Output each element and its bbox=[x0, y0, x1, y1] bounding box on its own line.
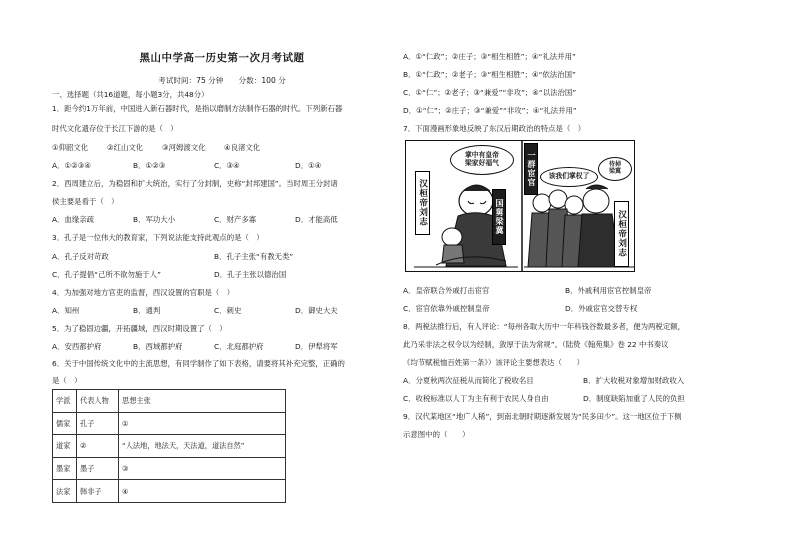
option-b[interactable]: B．孔子主张“有教无类” bbox=[214, 252, 294, 261]
q1-item: ①仰韶文化 bbox=[52, 143, 89, 152]
q1-item: ④良渚文化 bbox=[224, 143, 261, 152]
option-b[interactable]: B．西域都护府 bbox=[133, 342, 183, 351]
q5-options bbox=[52, 342, 376, 351]
q3-stem: 3．孔子是一位伟大的教育家，下列说法能支持此观点的是（ ） bbox=[52, 233, 264, 242]
header-cell: 思想主张 bbox=[119, 390, 286, 413]
q3-options-row1 bbox=[52, 252, 376, 261]
option-d[interactable]: D．伊犁将军 bbox=[295, 342, 338, 351]
table-cell: 道家 bbox=[53, 435, 77, 458]
q8-options-row2 bbox=[403, 394, 753, 403]
q1-options bbox=[52, 161, 376, 170]
q1-items bbox=[52, 143, 284, 152]
exam-title: 黑山中学高一历史第一次月考试题 bbox=[139, 52, 305, 64]
option-a[interactable]: A．孔子反对苛政 bbox=[52, 252, 109, 261]
q7-options-row1 bbox=[403, 286, 727, 295]
option-d[interactable]: D．孔子主张以德治国 bbox=[214, 270, 287, 279]
q6-option-c[interactable]: C．①“仁”；②老子；③“兼爱”“非攻”；④“以法治国” bbox=[403, 88, 577, 97]
q6-option-a[interactable]: A．①“仁政”；②庄子；③“相生相胜”；④“礼法并用” bbox=[403, 52, 576, 61]
q1-stem-line1: 1．距今约1万年前，中国进入新石器时代，是指以磨制方法制作石器的时代。下列新石器 bbox=[52, 104, 343, 113]
table-cell: 孔子 bbox=[77, 412, 119, 435]
q2-options bbox=[52, 215, 376, 224]
option-d[interactable]: D．①④ bbox=[295, 161, 322, 170]
q1-stem-line2: 时代文化遗存位于长江下游的是（ ） bbox=[52, 124, 178, 133]
q1-item: ③河姆渡文化 bbox=[162, 143, 206, 152]
q7-options-row2 bbox=[403, 304, 727, 313]
table-row bbox=[53, 480, 286, 503]
q5-stem: 5．为了稳固边疆，开拓疆域，西汉时期设置了（ ） bbox=[52, 324, 227, 333]
q2-stem-line2: 侯主要是看于（ ） bbox=[52, 197, 119, 206]
table-cell: ② bbox=[77, 435, 119, 458]
q6-option-d[interactable]: D．①“仁”；②庄子；③“兼爱”“非攻”；④“礼法并用” bbox=[403, 106, 577, 115]
table-cell: ③ bbox=[119, 457, 286, 480]
option-d[interactable]: D．外戚宦官交替专权 bbox=[565, 304, 638, 313]
q9-stem-line2: 示意图中的（ ） bbox=[403, 430, 470, 439]
option-d[interactable]: D．才能高低 bbox=[295, 215, 338, 224]
option-c[interactable]: C．北庭都护府 bbox=[214, 342, 264, 351]
q6-table bbox=[52, 389, 286, 503]
option-b[interactable]: B．外戚利用宦官控制皇帝 bbox=[565, 286, 652, 295]
option-c[interactable]: C．财产多寡 bbox=[214, 215, 257, 224]
option-b[interactable]: B．军功大小 bbox=[133, 215, 176, 224]
table-cell: 墨家 bbox=[53, 457, 77, 480]
q6-stem-line1: 6．关于中国传统文化中的主流思想，有同学制作了如下表格，请要将其补充完整，正确的 bbox=[52, 359, 345, 368]
q7-stem: 7．下面漫画形象地反映了东汉后期政治的特点是（ ） bbox=[403, 124, 586, 133]
table-cell: “人法地，地法天，天法道，道法自然” bbox=[119, 435, 286, 458]
option-c[interactable]: C．收税标准以人丁为主有利于农民人身自由 bbox=[403, 394, 549, 403]
cartoon-label-eunuchs: 一群宦官 bbox=[524, 143, 538, 195]
option-c[interactable]: C．宦官依靠外戚控制皇帝 bbox=[403, 304, 490, 313]
cartoon-bubble-emperor: 待掉 梁冀 bbox=[598, 157, 632, 181]
cartoon-label-emperor-left: 汉桓帝刘志 bbox=[415, 171, 430, 235]
option-a[interactable]: A．分夏秋两次征税从而简化了税收名目 bbox=[403, 376, 534, 385]
q8-stem-line3: 《均节赋税恤百姓第一条》）该评论主要想表达（ ） bbox=[403, 358, 585, 367]
header-cell: 代表人物 bbox=[77, 390, 119, 413]
q6-stem-line2: 是（ ） bbox=[52, 376, 82, 385]
q9-stem-line1: 9．汉代某地区“地广人稀”，到南北朝时期逐渐发展为“民多田少”。这一地区位于下侧 bbox=[403, 412, 682, 421]
q2-stem-line1: 2．西周建立后，为稳固和扩大统治，实行了分封制，史称“封邦建国”。当时周王分封诸 bbox=[52, 179, 338, 188]
q4-stem: 4．为加强对地方官吏的监督，西汉设置的官职是（ ） bbox=[52, 288, 235, 297]
table-cell: 法家 bbox=[53, 480, 77, 503]
table-row bbox=[53, 412, 286, 435]
table-cell: ④ bbox=[119, 480, 286, 503]
table-cell: 韩非子 bbox=[77, 480, 119, 503]
option-b[interactable]: B．通判 bbox=[133, 306, 161, 315]
option-a[interactable]: A．安西都护府 bbox=[52, 342, 102, 351]
option-c[interactable]: C．③④ bbox=[214, 161, 240, 170]
q8-stem-line1: 8．两税法推行后，有人评论：“每州各取大历中一年科钱谷数最多者，便为两税定额， bbox=[403, 322, 685, 331]
option-c[interactable]: C．孔子提倡“己所不欲勿施于人” bbox=[52, 270, 161, 279]
option-a[interactable]: A．皇帝联合外戚打击宦官 bbox=[403, 286, 490, 295]
q7-cartoon bbox=[405, 140, 635, 272]
cartoon-bubble-left: 掌中有皇帝 梁家好福气 bbox=[450, 145, 514, 175]
cartoon-label-liangji: 国舅梁冀 bbox=[492, 189, 506, 245]
q6-option-b[interactable]: B．①“仁政”；②老子；③“相生相胜”；④“依法治国” bbox=[403, 70, 576, 79]
q4-options bbox=[52, 306, 376, 315]
option-d[interactable]: D．制度缺陷加重了人民的负担 bbox=[583, 394, 685, 403]
option-a[interactable]: A．血缘亲疏 bbox=[52, 215, 95, 224]
q8-options-row1 bbox=[403, 376, 753, 385]
q1-item: ②红山文化 bbox=[107, 143, 144, 152]
exam-meta: 考试时间：75 分钟 分数：100 分 bbox=[158, 76, 286, 85]
header-cell: 学派 bbox=[53, 390, 77, 413]
q8-stem-line2: 此乃采非法之权令以为经制，敛厚于法为常规”。（陆贽《翰苑集》卷 22 中书奏议 bbox=[403, 340, 669, 349]
option-a[interactable]: A．①②③④ bbox=[52, 161, 91, 170]
q3-options-row2 bbox=[52, 270, 376, 279]
table-header-row bbox=[53, 390, 286, 413]
table-cell: 墨子 bbox=[77, 457, 119, 480]
option-d[interactable]: D．御史大夫 bbox=[295, 306, 338, 315]
option-a[interactable]: A．知州 bbox=[52, 306, 80, 315]
table-cell: 儒家 bbox=[53, 412, 77, 435]
cartoon-label-emperor-right: 汉桓帝刘志 bbox=[614, 201, 629, 267]
cartoon-bubble-eunuchs: 该我们掌权了 bbox=[540, 167, 598, 187]
option-b[interactable]: B．①②③ bbox=[133, 161, 166, 170]
option-b[interactable]: B．扩大收税对象增加财政收入 bbox=[583, 376, 685, 385]
option-c[interactable]: C．刺史 bbox=[214, 306, 242, 315]
table-row bbox=[53, 457, 286, 480]
section-heading: 一、选择题（共16道题，每小题3分，共48分） bbox=[52, 90, 209, 99]
table-row bbox=[53, 435, 286, 458]
table-cell: ① bbox=[119, 412, 286, 435]
